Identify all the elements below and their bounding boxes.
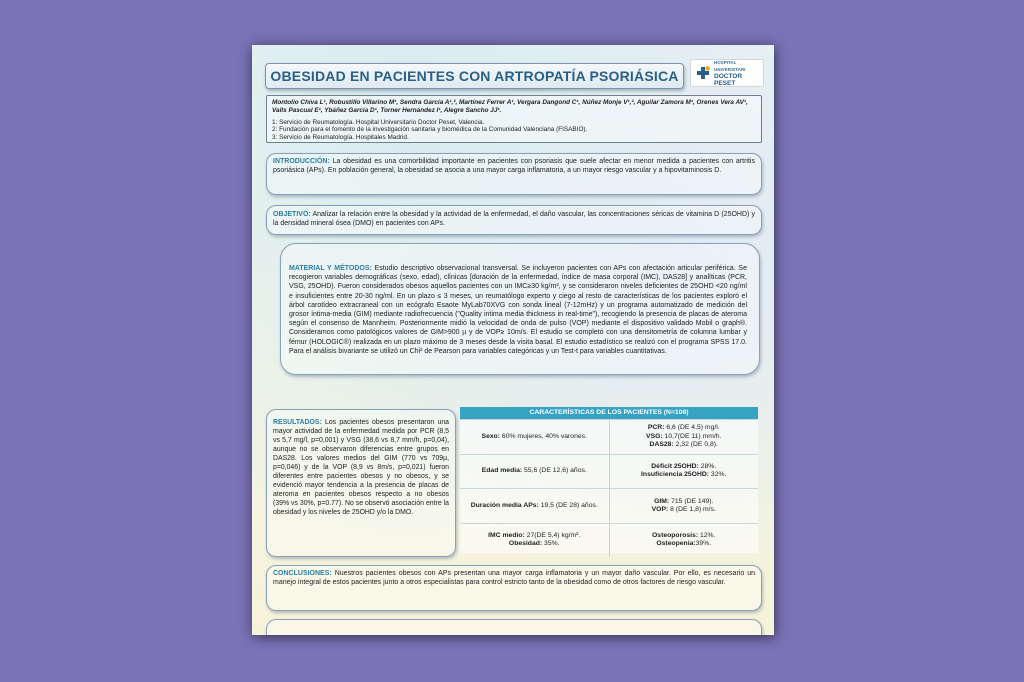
logo-big-text: DOCTOR PESET — [714, 73, 743, 87]
cell-label: Osteoporosis: — [652, 532, 699, 540]
cell-value: 35%. — [542, 540, 560, 548]
cell-label: Insuficiencia 25OHD: — [641, 471, 710, 479]
methods-heading: MATERIAL Y MÉTODOS: — [289, 265, 372, 272]
authors-block — [266, 95, 762, 143]
cell-value: 6,6 (DE 4,5) mg/l. — [664, 424, 720, 432]
affiliations — [272, 119, 756, 141]
cell-value: 2,32 (DE 0,8). — [673, 440, 718, 448]
poster — [252, 45, 774, 635]
table-row — [460, 419, 758, 454]
conclusions-heading: CONCLUSIONES: — [273, 570, 332, 577]
cell-label: GIM: — [654, 497, 670, 505]
introduction-section — [266, 153, 762, 195]
affiliation-3: 3: Servicio de Reumatología. Hospitales Madrid. — [272, 133, 409, 141]
objective-text: Analizar la relación entre la obesidad y la actividad de la enfermedad, el daño vascular, las concentraciones séricas de vitamina D (25OHD) y la densidad mineral ósea (DMO) en pacientes con APs. — [273, 211, 755, 228]
table-row — [460, 523, 758, 558]
cell-value: 715 (DE 149). — [669, 497, 714, 505]
cell-label: Duración media APs: — [470, 501, 539, 509]
empty-bottom-section — [266, 619, 762, 635]
table-cell — [460, 524, 609, 558]
table-cell — [460, 420, 609, 454]
cell-value: 55,6 (DE 12,6) años. — [522, 467, 587, 475]
cell-label: Obesidad: — [508, 540, 543, 548]
table-cell — [460, 455, 609, 489]
objective-section — [266, 205, 762, 235]
introduction-heading: INTRODUCCIÓN: — [273, 158, 330, 165]
cell-value: 28%. — [698, 463, 717, 471]
cell-value: 60% mujeres, 40% varones. — [500, 432, 587, 440]
table-header: CARACTERÍSTICAS DE LOS PACIENTES (N=108) — [460, 407, 758, 419]
results-heading: RESULTADOS: — [273, 419, 322, 426]
table-cell — [460, 489, 609, 523]
cell-label: PCR: — [647, 424, 665, 432]
logo-small-text: HOSPITAL UNIVERSITARI — [714, 60, 746, 72]
table-row — [460, 488, 758, 523]
cell-value: 8 (DE 1,8) m/s. — [668, 505, 716, 513]
table-cell — [609, 455, 759, 489]
cell-label: VSG: — [646, 432, 663, 440]
cell-value: 39%. — [695, 540, 712, 548]
cell-value: 32%. — [709, 471, 727, 479]
title-banner — [265, 63, 684, 89]
author-list: Montolio Chiva L¹, Robustillo Villarino M¹, Sendra García A¹,², Martínez Ferrer A¹, Vergara Dangond C¹, Núñez Monje V¹,², Aguilar Zamora M¹, Orenes Vera AV¹, Valls Pascual E¹, Ybáñez García D¹, Torner Hernández I¹, Alegre Sancho JJ¹. — [272, 99, 748, 114]
affiliation-1: 1: Servicio de Reumatología. Hospital Universitario Doctor Peset, Valencia. — [272, 119, 485, 126]
poster-title: OBESIDAD EN PACIENTES CON ARTROPATÍA PSORIÁSICA — [270, 68, 679, 84]
cell-label: Déficit 25OHD: — [651, 463, 699, 471]
methods-section — [280, 243, 760, 375]
table-cell — [609, 489, 759, 523]
cell-value: 12%. — [698, 532, 716, 540]
cell-label: DAS28: — [649, 440, 674, 448]
patient-characteristics-table — [460, 407, 758, 553]
table-cell — [609, 420, 759, 454]
cell-value: 27(DE 5,4) kg/m². — [524, 532, 581, 540]
affiliation-2: 2: Fundación para el fomento de la investigación sanitaria y biomédica de la Comunidad Valenciana (FISABIO). — [272, 126, 588, 134]
cell-label: Osteopenia: — [656, 540, 696, 548]
conclusions-text: Nuestros pacientes obesos con APs presentan una mayor carga inflamatoria y un mayor daño vascular. Por ello, es necesario un manejo integral de estos pacientes junto a otros especialistas para control estricto tanto de la obesidad como de otros factores de riesgo vascular. — [273, 570, 755, 587]
introduction-text: La obesidad es una comorbilidad importante en pacientes con psoriasis que suele afectar en menor medida a pacientes con artritis psoriásica (APs). En población general, la obesidad se asocia a una mayor carga inflamatoria, a un mayor riesgo vascular y a hipovitaminosis D. — [273, 158, 755, 175]
methods-text: Estudio descriptivo observacional transversal. Se incluyeron pacientes con APs con afectación articular periférica. Se recogieron variables demográficas (sexo, edad), clínicas [duración de la enfermedad, índice de masa corporal (IMC), DAS28] y analíticas (PCR, VSG, 25OHD). Fueron considerados obesos aquellos pacientes con un IMC≥30 kg/m², y se consideraron niveles deficientes de 25OHD <20 ng/ml e insuficientes entre 20-30 ng/ml. En un plazo ≤ 3 meses, un reumatólogo experto y ciego al resto de características de los pacientes exploró el árbol carotídeo extracraneal con un ecógrafo Esaote MyLab70XVG con sonda lineal (7-12mHz) y un programa automatizado de medición del grosor íntima-media (GIM) mediante radiofrecuencia ("Quality intima media thickness in real-time"), recogiendo la presencia de placas de ateroma según el consenso de Mannheim. Posteriormente midió la velocidad de onda de pulso (VOP) mediante el dispositivo validado Mobil o graph®. Consideramos como patológicos valores de GIM>900 µ y de VOP≥ 10m/s. El estudio se completó con una densitometría de columna lumbar y fémur (HOLOGIC®) realizada en un plazo máximo de 3 meses desde la visita basal. El estudio estadístico se realizó con el programa SPSS 17.0. Para el análisis bivariante se utilizó un Chi² de Pearson para variables categóricas y un Test-t para variables cuantitativas. — [289, 265, 747, 355]
hospital-logo-icon — [695, 65, 711, 81]
cell-label: Sexo: — [481, 432, 501, 440]
conclusions-section — [266, 565, 762, 611]
cell-value: 10,7(DE 11) mm/h. — [662, 432, 722, 440]
table-cell — [609, 524, 759, 558]
table-row — [460, 454, 758, 489]
hospital-logo — [690, 59, 764, 87]
cell-label: Edad media: — [481, 467, 523, 475]
results-section — [266, 409, 456, 557]
cell-label: VOP: — [651, 505, 669, 513]
objective-heading: OBJETIVO: — [273, 211, 311, 218]
cell-value: 19,5 (DE 28) años. — [538, 501, 598, 509]
cell-label: IMC medio: — [488, 532, 525, 540]
results-text: Los pacientes obesos presentaron una mayor actividad de la enfermedad medida por PCR (8,5 vs 5,7 mg/l, p=0,001) y VSG (38,6 vs 8,7 mm/h, p=0,04), aunque no se observaron diferencias entre grupos en DAS28. Los valores medios del GIM (770 vs 709µ, p=0,046) y de la VOP (8,9 vs 8m/s, p=0,021) fueron diferentes entre pacientes obesos y no obesos, y se evidenció mayor tendencia a la presencia de placas de ateroma en pacientes obesos respecto a no obesos (39% vs 30%, p=0.77). No se observó asociación entre la obesidad y los niveles de 25OHD y/o la DMO. — [273, 419, 449, 516]
